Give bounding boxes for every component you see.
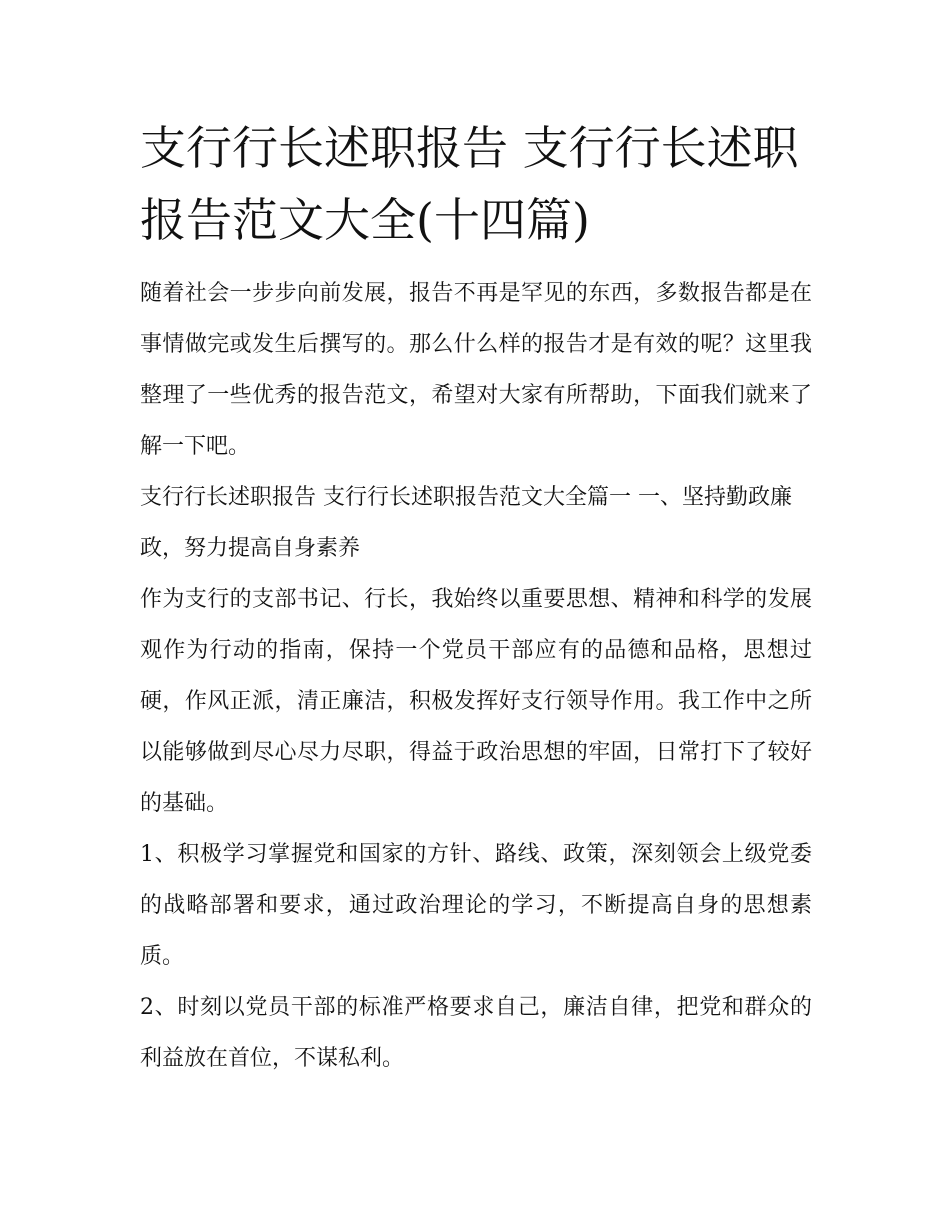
- document-title: 支行行长述职报告 支行行长述职报告范文大全(十四篇): [140, 121, 799, 247]
- section-heading: 支行行长述职报告 支行行长述职报告范文大全篇一 一、坚持勤政廉政，努力提高自身素养: [140, 485, 792, 561]
- list-item-2: 2、时刻以党员干部的标准严格要求自己，廉洁自律，把党和群众的利益放在首位，不谋私利。: [140, 995, 812, 1071]
- document-page: [140, 112, 812, 1084]
- intro-paragraph: 随着社会一步步向前发展，报告不再是罕见的东西，多数报告都是在事情做完或发生后撰写的。那么什么样的报告才是有效的呢？这里我整理了一些优秀的报告范文，希望对大家有所帮助，下面我们就来了解一下吧。: [140, 281, 812, 459]
- body-paragraph: 作为支行的支部书记、行长，我始终以重要思想、精神和科学的发展观作为行动的指南，保持一个党员干部应有的品德和品格，思想过硬，作风正派，清正廉洁，积极发挥好支行领导作用。我工作中之所以能够做到尽心尽力尽职，得益于政治思想的牢固，日常打下了较好的基础。: [140, 587, 812, 816]
- list-item-1: 1、积极学习掌握党和国家的方针、路线、政策，深刻领会上级党委的战略部署和要求，通过政治理论的学习，不断提高自身的思想素质。: [140, 842, 812, 969]
